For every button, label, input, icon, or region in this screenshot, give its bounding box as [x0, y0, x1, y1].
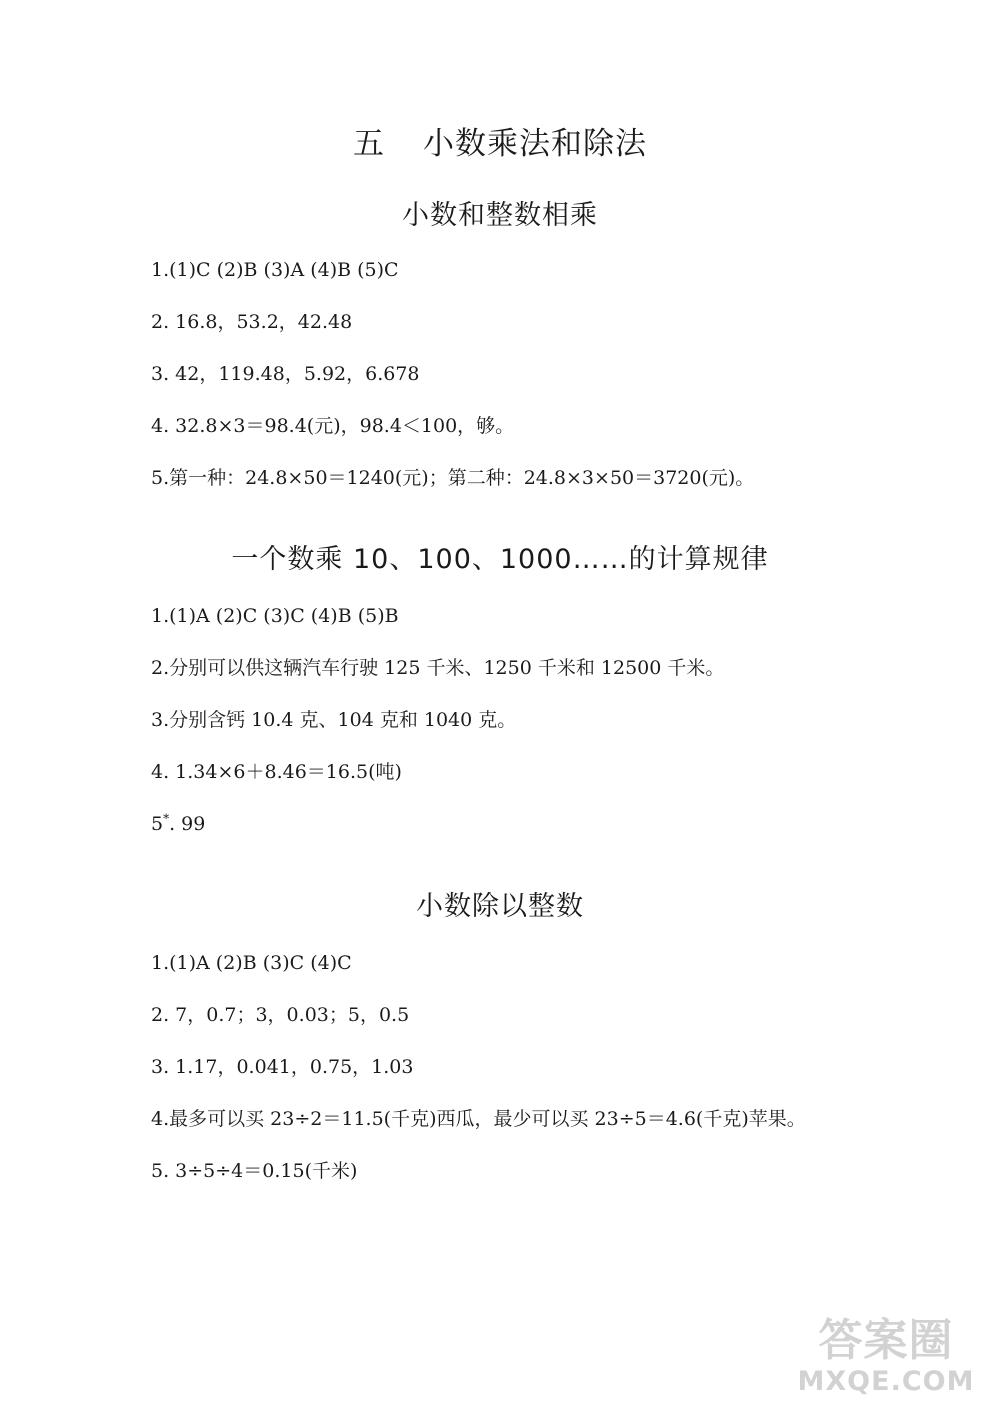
- chapter-name: 小数乘法和除法: [423, 126, 647, 162]
- watermark-logo: 答案圈: [818, 1315, 954, 1366]
- answer-line: 1.(1)A (2)C (3)C (4)B (5)B: [151, 605, 399, 627]
- section-title: 小数和整数相乘: [402, 200, 598, 231]
- section-title: 小数除以整数: [416, 891, 584, 922]
- answer-line: 1.(1)C (2)B (3)A (4)B (5)C: [151, 259, 399, 281]
- answer-line: 2.分别可以供这辆汽车行驶 125 千米、1250 千米和 12500 千米。: [151, 657, 725, 679]
- answer-line: 5.第一种：24.8×50＝1240(元)；第二种：24.8×3×50＝3720(元)。: [151, 467, 755, 489]
- chapter-title: [0, 118, 1000, 163]
- section-title: 一个数乘 10、100、1000……的计算规律: [231, 544, 769, 575]
- item-number: 5: [151, 813, 164, 835]
- answer-line: 4.最多可以买 23÷2＝11.5(千克)西瓜，最少可以买 23÷5＝4.6(千克)苹果。: [151, 1108, 806, 1130]
- chapter-number: 五: [353, 126, 385, 162]
- challenge-mark: *: [163, 811, 170, 826]
- answer-line: [151, 812, 205, 836]
- answer-line: 3. 42，119.48，5.92，6.678: [151, 363, 420, 385]
- answer-line: 2. 16.8，53.2，42.48: [151, 311, 353, 333]
- answer-line: 3. 1.17，0.041，0.75，1.03: [151, 1056, 414, 1078]
- watermark-url: MXQE.COM: [797, 1366, 975, 1397]
- answer-line: 4. 32.8×3＝98.4(元)，98.4＜100，够。: [151, 415, 515, 437]
- answer-line: 5. 3÷5÷4＝0.15(千米): [151, 1160, 358, 1182]
- answer-line: 2. 7，0.7；3，0.03；5，0.5: [151, 1004, 410, 1026]
- answer-line: 3.分别含钙 10.4 克、104 克和 1040 克。: [151, 709, 517, 731]
- answer-line: 1.(1)A (2)B (3)C (4)C: [151, 952, 352, 974]
- watermark: [796, 1316, 976, 1401]
- answer-line: 4. 1.34×6＋8.46＝16.5(吨): [151, 761, 402, 783]
- item-answer: . 99: [169, 813, 206, 835]
